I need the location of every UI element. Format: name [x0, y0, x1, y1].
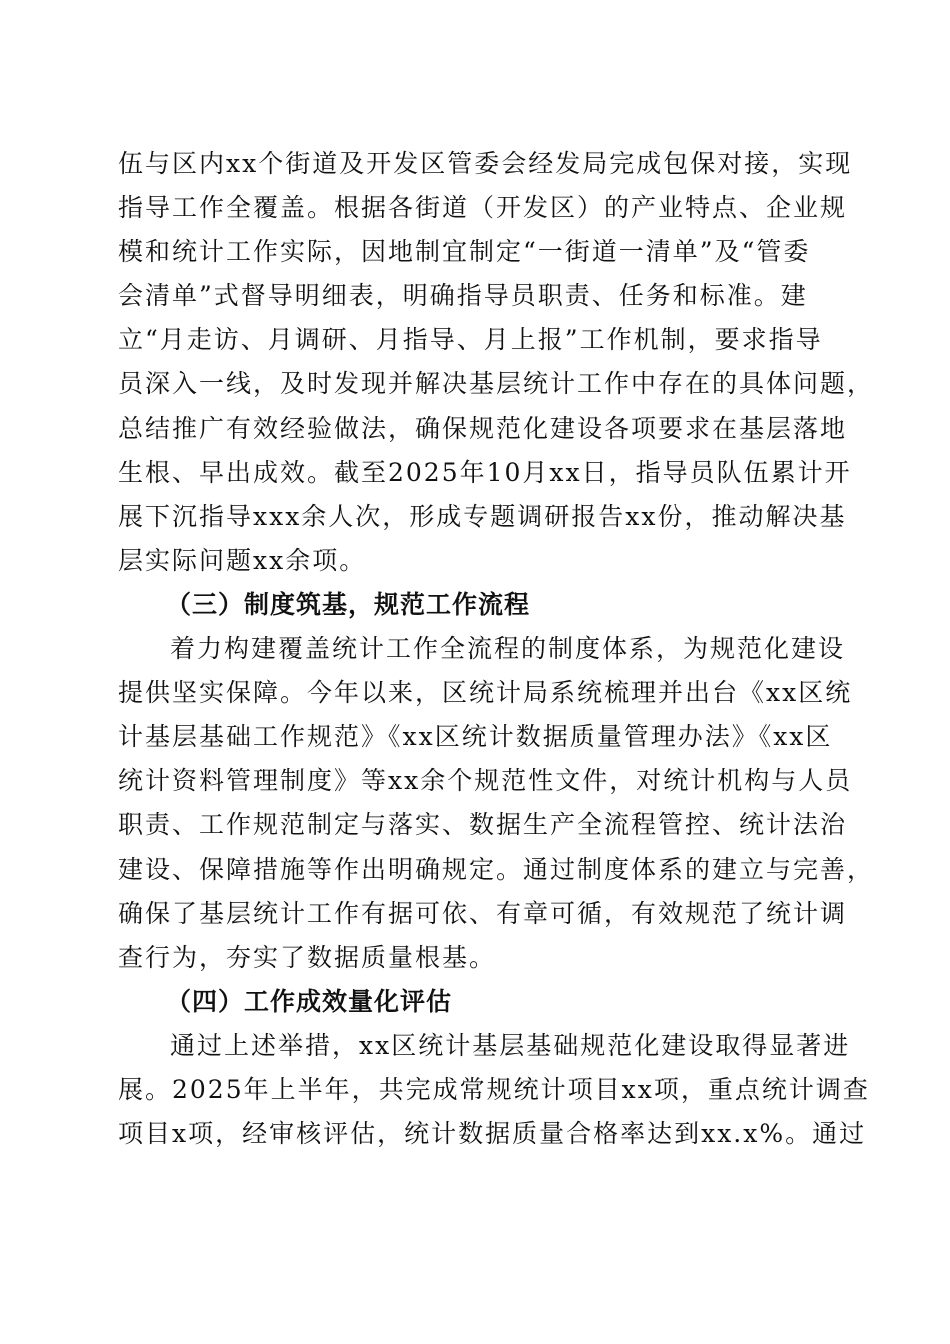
paragraph-line: 查行为，夯实了数据质量根基。: [118, 942, 497, 972]
paragraph-line: 层实际问题xx余项。: [118, 545, 367, 575]
paragraph-line: 提供坚实保障。今年以来，区统计局系统梳理并出台《xx区统: [118, 678, 853, 708]
paragraph-line: 伍与区内xx个街道及开发区管委会经发局完成包保对接，实现: [118, 149, 853, 178]
paragraph-line: 项目x项，经审核评估，统计数据质量合格率达到xx.x%。通过: [118, 1119, 867, 1149]
paragraph-line: 模和统计工作实际，因地制宜制定“一街道一清单”及“管委: [118, 237, 811, 267]
paragraph-line: 员深入一线，及时发现并解决基层统计工作中存在的具体问题，: [118, 369, 875, 399]
paragraph-line: 展下沉指导xxx余人次，形成专题调研报告xx份，推动解决基: [118, 501, 847, 531]
document-body: [118, 142, 875, 1156]
paragraph-line: 着力构建覆盖统计工作全流程的制度体系，为规范化建设: [170, 634, 846, 664]
paragraph-line: 职责、工作规范制定与落实、数据生产全流程管控、统计法治: [118, 810, 848, 840]
paragraph-line: 总结推广有效经验做法，确保规范化建设各项要求在基层落地: [118, 413, 848, 443]
section-heading-4: （四）工作成效量化评估: [166, 986, 453, 1016]
paragraph-line: 通过上述举措，xx区统计基层基础规范化建设取得显著进: [170, 1030, 851, 1060]
paragraph-line: 展。2025年上半年，共完成常规统计项目xx项，重点统计调查: [118, 1074, 870, 1104]
paragraph-line: 计基层基础工作规范》《xx区统计数据质量管理办法》《xx区: [118, 722, 833, 752]
paragraph-line: 生根、早出成效。截至2025年10月xx日，指导员队伍累计开: [118, 457, 852, 487]
section-heading-3: （三）制度筑基，规范工作流程: [166, 589, 531, 619]
paragraph-line: 统计资料管理制度》等xx余个规范性文件，对统计机构与人员: [118, 766, 853, 796]
paragraph-line: 会清单”式督导明细表，明确指导员职责、任务和标准。建: [118, 281, 808, 311]
paragraph-line: 立“月走访、月调研、月指导、月上报”工作机制，要求指导: [118, 325, 823, 355]
paragraph-line: 建设、保障措施等作出明确规定。通过制度体系的建立与完善，: [118, 854, 875, 884]
paragraph-line: 确保了基层统计工作有据可依、有章可循，有效规范了统计调: [118, 898, 848, 928]
paragraph-line: 指导工作全覆盖。根据各街道（开发区）的产业特点、企业规: [118, 193, 848, 223]
